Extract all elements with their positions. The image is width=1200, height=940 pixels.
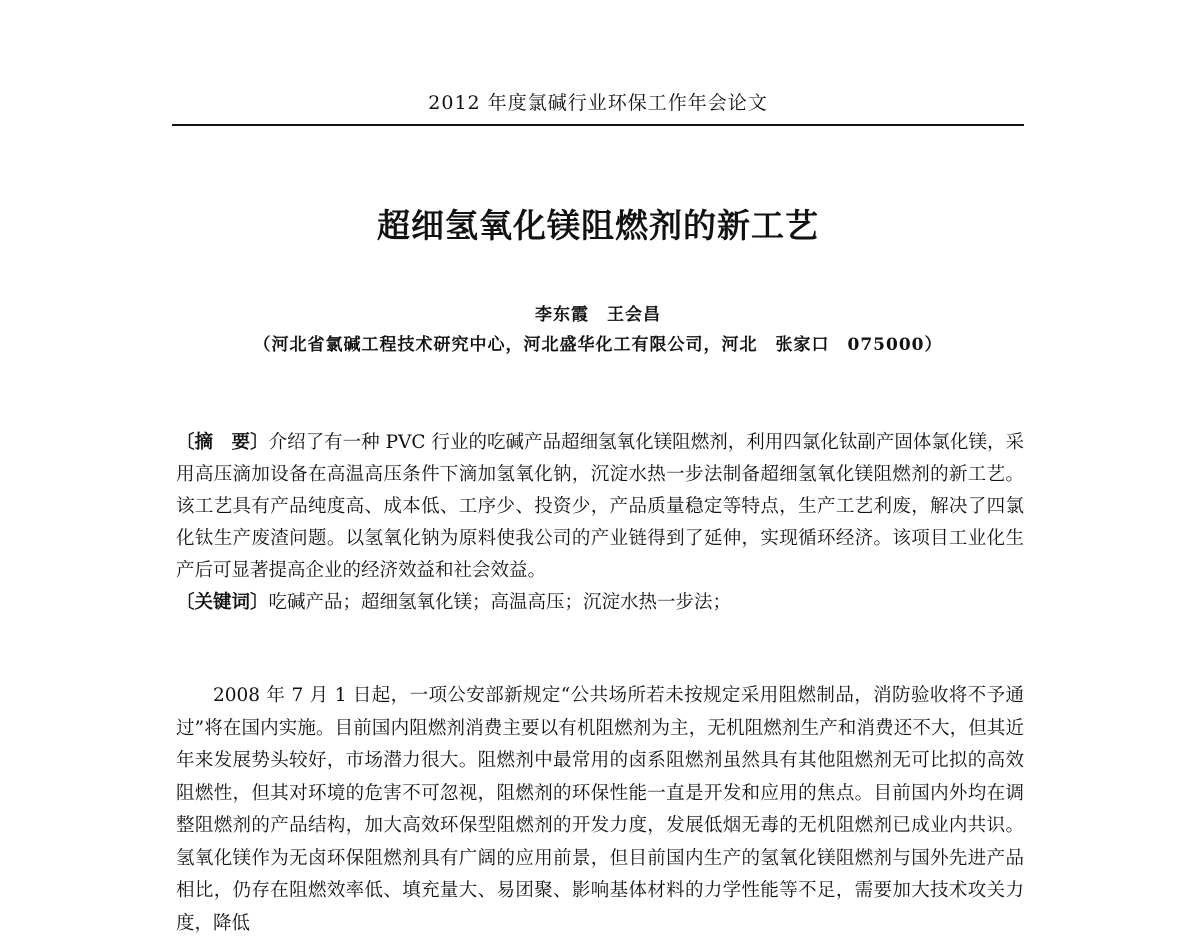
running-header: 2012 年度氯碱行业环保工作年会论文 (428, 92, 768, 114)
header-rule (172, 124, 1024, 126)
body-paragraph: 2008 年 7 月 1 日起，一项公安部新规定“公共场所若未按规定采用阻燃制品，消防验收将不予通过”将在国内实施。目前国内阻燃剂消费主要以有机阻燃剂为主，无机阻燃剂生产和消费还不大，但其近年来发展势头较好，市场潜力很大。阻燃剂中最常用的卤系阻燃剂虽然具有其他阻燃剂无可比拟的高效阻燃性，但其对环境的危害不可忽视，阻燃剂的环保性能一直是开发和应用的焦点。目前国内外均在调整阻燃剂的产品结构，加大高效环保型阻燃剂的开发力度，发展低烟无毒的无机阻燃剂已成业内共识。氢氧化镁作为无卤环保阻燃剂具有广阔的应用前景，但目前国内生产的氢氧化镁阻燃剂与国外先进产品相比，仍存在阻燃效率低、填充量大、易团聚、影响基体材料的力学性能等不足，需要加大技术攻关力度，降低 (176, 685, 1024, 934)
paper-title: 超细氢氧化镁阻燃剂的新工艺 (377, 206, 819, 245)
keywords (176, 587, 1024, 619)
affiliation: （河北省氯碱工程技术研究中心，河北盛华化工有限公司，河北 张家口 075000） (253, 335, 943, 355)
abstract (176, 427, 1024, 587)
authors: 李东霞 王会昌 (535, 305, 661, 325)
keywords-label: 〔关键词〕 (176, 592, 269, 613)
abstract-label: 〔摘 要〕 (176, 432, 269, 453)
keywords-text: 吃碱产品；超细氢氧化镁；高温高压；沉淀水热一步法； (268, 592, 732, 613)
abstract-text: 介绍了有一种 PVC 行业的吃碱产品超细氢氧化镁阻燃剂，利用四氯化钛副产固体氯化镁，采用高压滴加设备在高温高压条件下滴加氢氧化钠，沉淀水热一步法制备超细氢氧化镁阻燃剂的新工艺。该工艺具有产品纯度高、成本低、工序少、投资少，产品质量稳定等特点，生产工艺利废，解决了四氯化钛生产废渣问题。以氢氧化钠为原料使我公司的产业链得到了延伸，实现循环经济。该项目工业化生产后可显著提高企业的经济效益和社会效益。 (176, 432, 1024, 581)
